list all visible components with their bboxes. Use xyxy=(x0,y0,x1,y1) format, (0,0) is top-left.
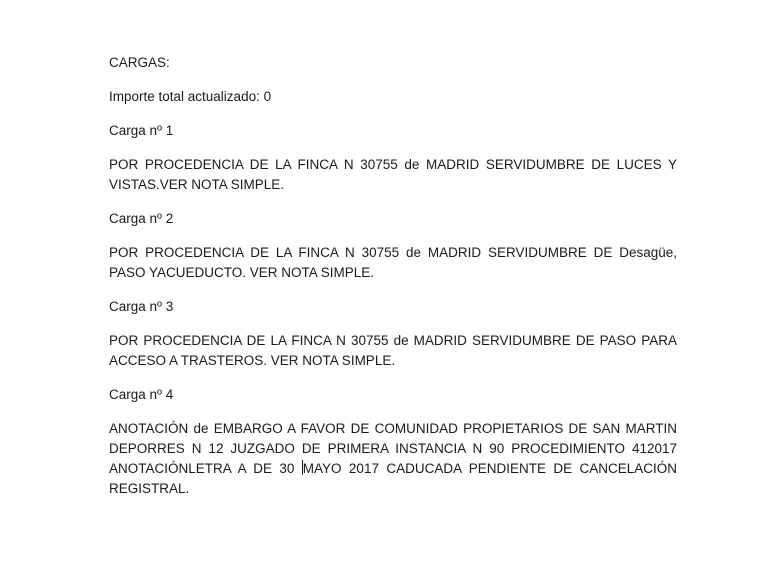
cargas-heading: CARGAS: xyxy=(109,55,170,70)
carga-4-label: Carga nº 4 xyxy=(109,387,174,402)
document-page[interactable] xyxy=(109,53,677,513)
carga-2-text: POR PROCEDENCIA DE LA FINCA N 30755 de MADRID SERVIDUMBRE DE Desagüe, PASO YACUEDUCTO. VER NOTA SIMPLE. xyxy=(109,245,677,280)
carga-3-label: Carga nº 3 xyxy=(109,299,174,314)
carga-3-text: POR PROCEDENCIA DE LA FINCA N 30755 de MADRID SERVIDUMBRE DE PASO PARA ACCESO A TRASTEROS. VER NOTA SIMPLE. xyxy=(109,333,677,368)
carga-1-label: Carga nº 1 xyxy=(109,123,174,138)
carga-2-label: Carga nº 2 xyxy=(109,211,174,226)
carga-4-text-before-cursor: ANOTACIÓN de EMBARGO A FAVOR DE COMUNIDAD PROPIETARIOS DE SAN MARTIN DEPORRES N 12 JUZGADO DE PRIMERA INSTANCIA N 90 PROCEDIMIENTO 412017 ANOTACIÓNLETRA A DE 30 xyxy=(109,421,677,476)
carga-4-text xyxy=(109,419,677,499)
carga-4-text-after-cursor: MAYO 2017 CADUCADA PENDIENTE DE CANCELACIÓN REGISTRAL. xyxy=(109,461,677,496)
carga-1-text: POR PROCEDENCIA DE LA FINCA N 30755 de MADRID SERVIDUMBRE DE LUCES Y VISTAS.VER NOTA SIMPLE. xyxy=(109,157,677,192)
total-amount-line: Importe total actualizado: 0 xyxy=(109,89,272,104)
